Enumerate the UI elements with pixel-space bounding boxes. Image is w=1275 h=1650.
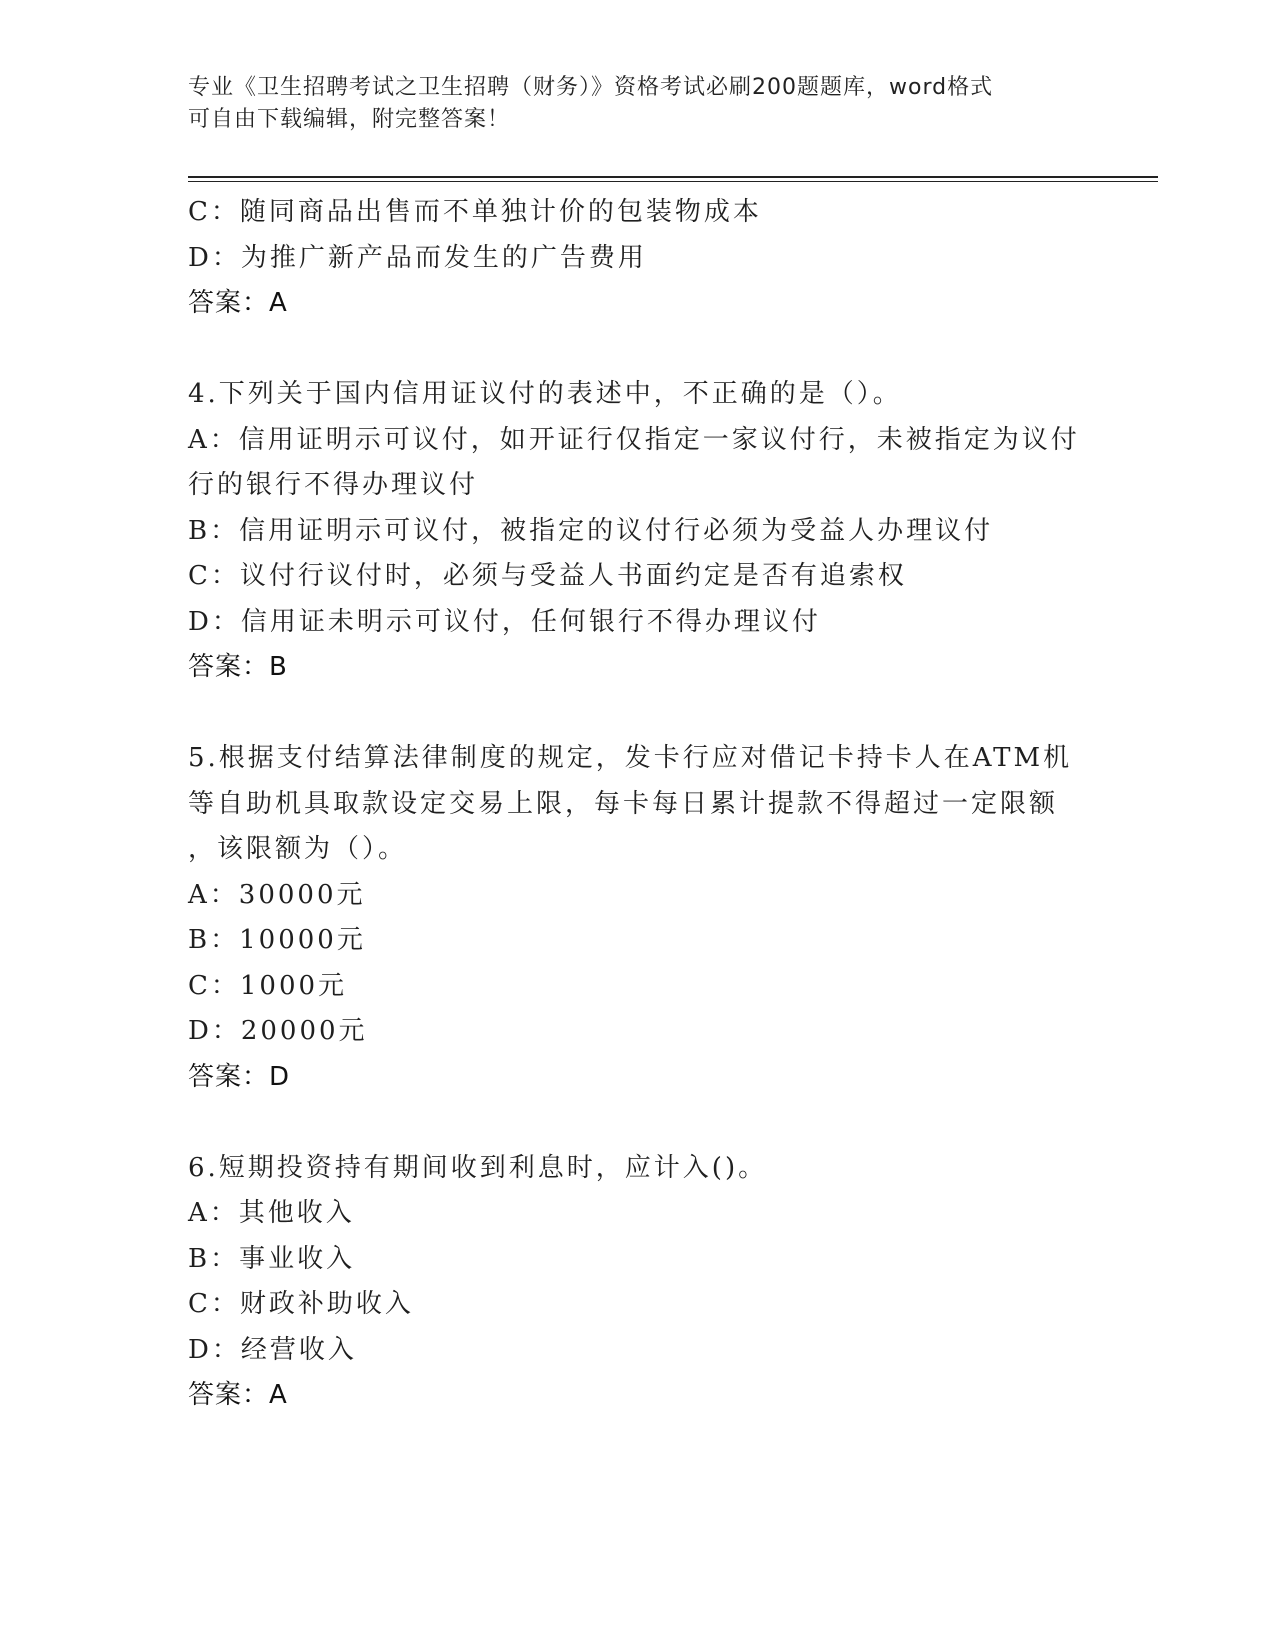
page-header xyxy=(188,72,1068,136)
header-title-line-2: 可自由下载编辑，附完整答案！ xyxy=(188,107,511,132)
question-6-option-a: A：其他收入 xyxy=(188,1198,355,1228)
question-5-stem-line-2: 等自助机具取款设定交易上限，每卡每日累计提款不得超过一定限额 xyxy=(188,788,1059,819)
spacer xyxy=(188,327,1088,373)
question-list xyxy=(188,190,1088,1419)
question-6-option-d: D：经营收入 xyxy=(188,1334,357,1365)
question-6-option-c: C：财政补助收入 xyxy=(188,1289,414,1319)
question-4-stem: 4.下列关于国内信用证议付的表述中，不正确的是（）。 xyxy=(188,379,902,409)
question-6-stem: 6.短期投资持有期间收到利息时，应计入()。 xyxy=(188,1152,768,1183)
question-3 xyxy=(188,190,1088,327)
question-5 xyxy=(188,736,1088,1100)
question-5-stem-line-3: ，该限额为（）。 xyxy=(188,834,408,864)
question-5-option-b: B：10000元 xyxy=(188,925,366,955)
question-4-option-a-line-2: 行的银行不得办理议付 xyxy=(188,470,479,500)
question-6-answer: 答案：A xyxy=(188,1380,288,1410)
question-3-option-d: D：为推广新产品而发生的广告费用 xyxy=(188,242,647,273)
question-4-option-d: D：信用证未明示可议付，任何银行不得办理议付 xyxy=(188,606,821,637)
header-divider-thin xyxy=(188,181,1158,182)
spacer xyxy=(188,691,1088,737)
question-6 xyxy=(188,1146,1088,1419)
question-4-option-b: B：信用证明示可议付，被指定的议付行必须为受益人办理议付 xyxy=(188,515,994,546)
spacer xyxy=(188,1100,1088,1146)
question-4-answer: 答案：B xyxy=(188,652,288,682)
question-5-option-c: C：1000元 xyxy=(188,970,348,1001)
question-3-answer: 答案：A xyxy=(188,288,288,318)
question-4 xyxy=(188,372,1088,691)
header-title-line-1: 专业《卫生招聘考试之卫生招聘（财务）》资格考试必刷200题题库，word格式 xyxy=(188,75,994,100)
header-divider-thick xyxy=(188,176,1158,178)
question-3-option-c: C：随同商品出售而不单独计价的包装物成本 xyxy=(188,197,762,227)
question-5-option-a: A：30000元 xyxy=(188,879,366,910)
question-5-option-d: D：20000元 xyxy=(188,1016,368,1046)
question-5-stem-line-1: 5.根据支付结算法律制度的规定，发卡行应对借记卡持卡人在ATM机 xyxy=(188,743,1073,773)
question-5-answer: 答案：D xyxy=(188,1061,291,1092)
question-4-option-c: C：议付行议付时，必须与受益人书面约定是否有追索权 xyxy=(188,561,907,591)
question-6-option-b: B：事业收入 xyxy=(188,1243,356,1274)
question-4-option-a-line-1: A：信用证明示可议付，如开证行仅指定一家议付行，未被指定为议付 xyxy=(188,424,1080,455)
